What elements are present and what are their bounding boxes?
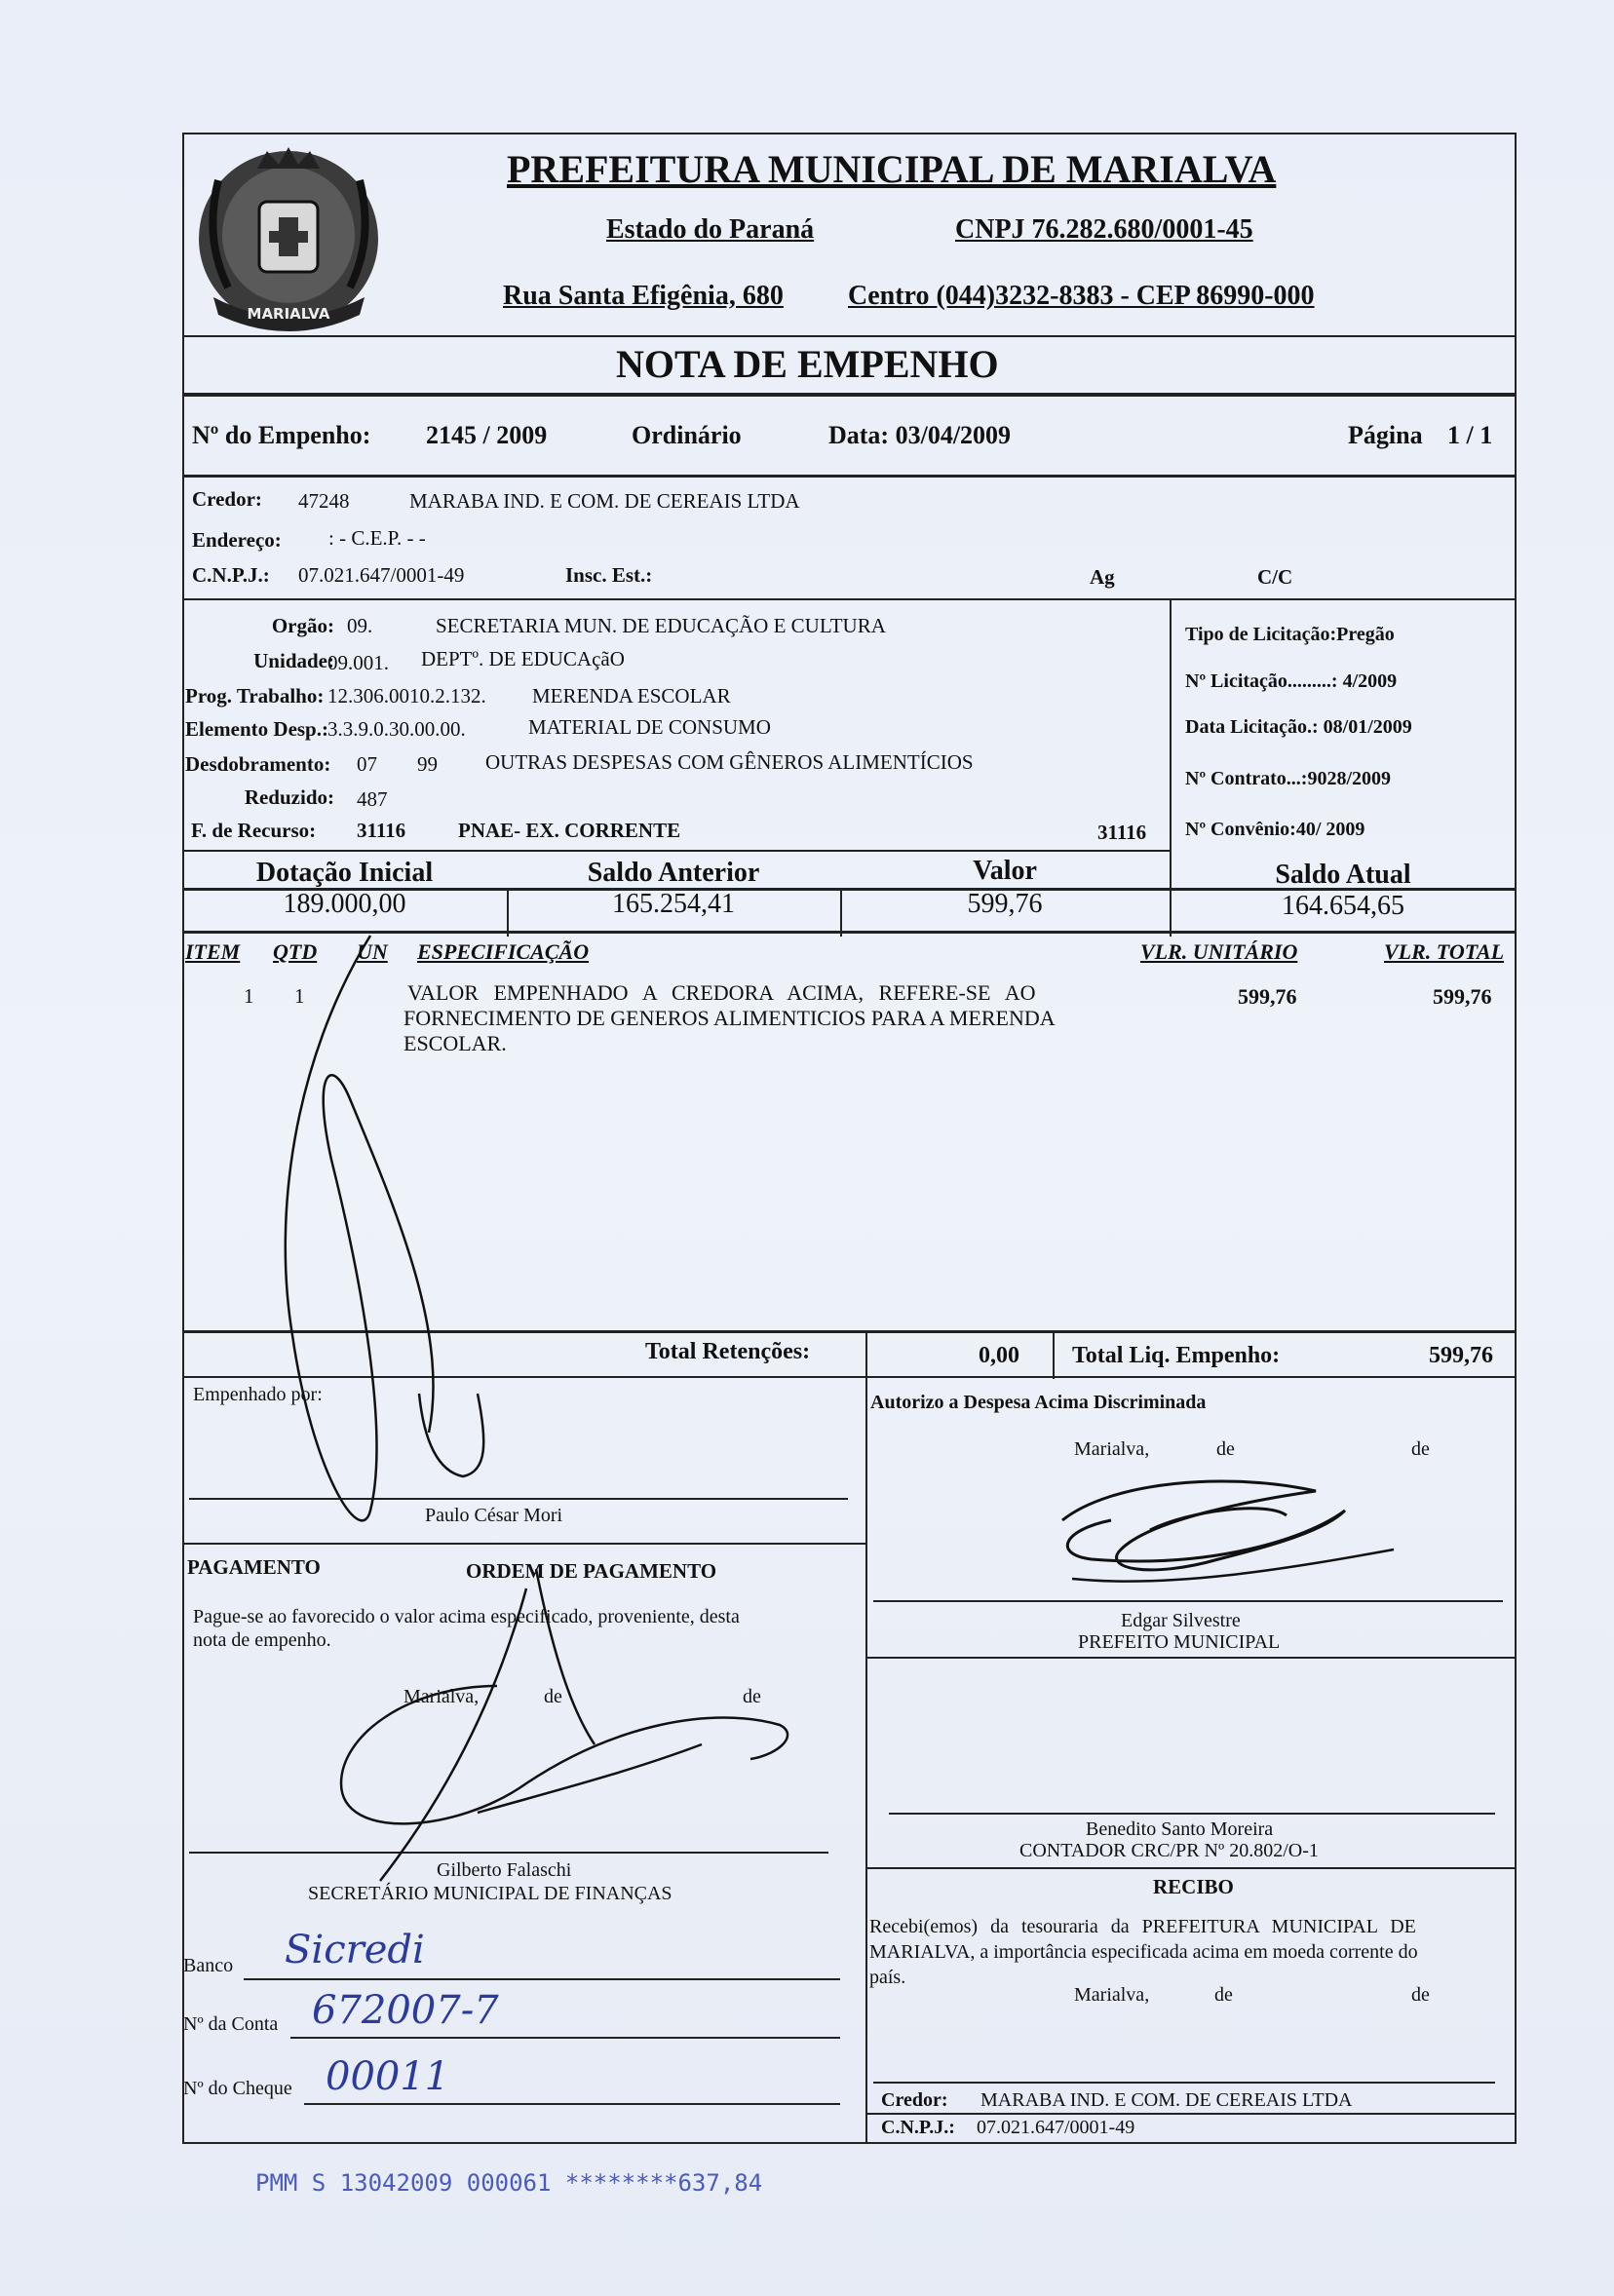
left-de-2: de (743, 1686, 761, 1707)
conta-line (290, 2037, 840, 2039)
address-label: Endereço: (192, 528, 282, 552)
valor-label: Valor (973, 856, 1037, 886)
contador-title: CONTADOR CRC/PR Nº 20.802/O-1 (1019, 1840, 1319, 1861)
empenhado-name: Paulo César Mori (425, 1505, 563, 1526)
licitacao-convenio: Nº Convênio:40/ 2009 (1185, 819, 1365, 840)
col-esp: ESPECIFICAÇÃO (417, 939, 590, 964)
cheque-label: Nº do Cheque (183, 2078, 292, 2099)
header-district: Centro (044)3232-8383 - CEP 86990-000 (848, 281, 1315, 311)
doc-title: NOTA DE EMPENHO (616, 342, 999, 386)
right-place: Marialva, (1074, 1438, 1150, 1460)
licitacao-tipo: Tipo de Licitação:Pregão (1185, 624, 1395, 645)
left-de-1: de (544, 1686, 562, 1707)
divider (865, 1330, 867, 1379)
divider (865, 1867, 1517, 1869)
desd-label: Desdobramento: (185, 752, 331, 776)
reduz-value: 487 (357, 787, 388, 811)
divider (865, 1376, 867, 2144)
recibo-credor-label: Credor: (881, 2089, 948, 2111)
right-de-2: de (1411, 1438, 1430, 1460)
divider (1053, 1330, 1055, 1379)
dotacao-value: 189.000,00 (283, 889, 406, 919)
saldo-atual-value: 164.654,65 (1282, 891, 1404, 921)
recibo-de-2: de (1411, 1984, 1430, 2006)
credor-name: MARABA IND. E COM. DE CEREAIS LTDA (409, 489, 800, 513)
divider (182, 393, 1517, 397)
licitacao-numero: Nº Licitação.........: 4/2009 (1185, 670, 1398, 692)
desd-desc: OUTRAS DESPESAS COM GÊNEROS ALIMENTÍCIOS (485, 750, 974, 774)
empenho-date: Data: 03/04/2009 (828, 421, 1012, 449)
header-street: Rua Santa Efigênia, 680 (503, 281, 784, 311)
divider (182, 598, 1517, 600)
item-number: 1 (244, 984, 254, 1008)
prefeito-title: PREFEITO MUNICIPAL (1078, 1631, 1281, 1653)
saldo-ant-value: 165.254,41 (612, 889, 735, 919)
divider (865, 2113, 1517, 2115)
retencoes-value: 0,00 (979, 1343, 1019, 1368)
insc-label: Insc. Est.: (565, 563, 653, 587)
payment-stamp: PMM S 13042009 000061 ********637,84 (255, 2169, 763, 2197)
elem-desc: MATERIAL DE CONSUMO (528, 715, 771, 739)
seal-text: MARIALVA (247, 305, 330, 323)
cheque-value: 00011 (326, 2054, 450, 2099)
reduz-label: Reduzido: (244, 785, 334, 809)
divider (1170, 598, 1172, 889)
valor-value: 599,76 (967, 889, 1043, 919)
page-label: Página (1348, 421, 1423, 449)
unidade-label: Unidade: (253, 649, 334, 672)
pague-line-2: nota de empenho. (193, 1629, 331, 1651)
desd-a: 07 (357, 752, 377, 776)
recibo-line-3: país. (869, 1967, 906, 1988)
banco-value: Sicredi (285, 1928, 425, 1972)
cheque-line (304, 2103, 840, 2105)
item-desc-2: FORNECIMENTO DE GENEROS ALIMENTICIOS PARA A MERENDA (404, 1006, 1056, 1030)
cnpj-label: C.N.P.J.: (192, 563, 270, 587)
empenho-label: Nº do Empenho: (192, 421, 371, 449)
recibo-label: RECIBO (1153, 1875, 1234, 1898)
col-total: VLR. TOTAL (1384, 939, 1505, 964)
orgao-label: Orgão: (271, 614, 334, 637)
credor-label: Credor: (192, 487, 262, 511)
recibo-de-1: de (1214, 1984, 1233, 2006)
unidade-desc: DEPTº. DE EDUCAçãO (421, 647, 625, 670)
signature-gilberto (302, 1550, 809, 1900)
sec-title: SECRETÁRIO MUNICIPAL DE FINANÇAS (308, 1883, 672, 1904)
header-state: Estado do Paraná (606, 214, 815, 245)
divider (182, 475, 1517, 478)
recurso-desc: PNAE- EX. CORRENTE (458, 819, 681, 842)
signature-line (873, 2082, 1495, 2084)
divider (182, 850, 1170, 852)
retencoes-label: Total Retenções: (645, 1339, 811, 1364)
signature-edgar (1033, 1462, 1413, 1608)
item-desc-1: VALOR EMPENHADO A CREDORA ACIMA, REFERE-SE AO (407, 980, 1036, 1005)
signature-line (889, 1813, 1495, 1815)
divider (182, 335, 1517, 337)
elem-code: 3.3.9.0.30.00.00. (327, 717, 466, 741)
licitacao-contrato: Nº Contrato...:9028/2009 (1185, 768, 1392, 789)
saldo-ant-label: Saldo Anterior (587, 858, 760, 888)
recurso-code2: 31116 (1097, 821, 1147, 844)
conta-value: 672007-7 (312, 1988, 499, 2033)
item-qtd: 1 (294, 984, 305, 1008)
recibo-cnpj-label: C.N.P.J.: (881, 2117, 955, 2138)
banco-line (244, 1978, 840, 1980)
unidade-code: 09.001. (327, 651, 389, 674)
elem-label: Elemento Desp.: (185, 717, 328, 741)
liq-value: 599,76 (1429, 1343, 1493, 1368)
empenho-kind: Ordinário (632, 421, 742, 449)
prog-label: Prog. Trabalho: (185, 684, 325, 708)
orgao-code: 09. (347, 614, 373, 637)
saldo-atual-label: Saldo Atual (1275, 860, 1411, 890)
licitacao-data: Data Licitação.: 08/01/2009 (1185, 716, 1412, 738)
municipal-seal-icon (189, 141, 389, 346)
item-desc-3: ESCOLAR. (404, 1031, 507, 1055)
col-qtd: QTD (273, 939, 318, 964)
recibo-place: Marialva, (1074, 1984, 1150, 2006)
left-place: Marialva, (404, 1686, 480, 1707)
ag-label: Ag (1090, 565, 1115, 589)
ordem-label: ORDEM DE PAGAMENTO (466, 1559, 717, 1583)
empenho-number: 2145 / 2009 (426, 421, 548, 449)
recibo-cnpj-value: 07.021.647/0001-49 (977, 2117, 1135, 2138)
col-unit: VLR. UNITÁRIO (1140, 939, 1298, 964)
signature-paulo (253, 926, 507, 1559)
conta-label: Nº da Conta (183, 2013, 279, 2035)
divider (865, 1657, 1517, 1659)
orgao-desc: SECRETARIA MUN. DE EDUCAÇÃO E CULTURA (436, 614, 886, 637)
page-value: 1 / 1 (1447, 421, 1493, 449)
item-total: 599,76 (1433, 984, 1492, 1009)
banco-label: Banco (183, 1955, 234, 1976)
autorizo-text: Autorizo a Despesa Acima Discriminada (870, 1392, 1207, 1413)
prefeito-name: Edgar Silvestre (1121, 1610, 1241, 1631)
pagamento-label: PAGAMENTO (187, 1555, 321, 1579)
recibo-line-2: MARIALVA, a importância especificada acima em moeda corrente do (869, 1941, 1418, 1963)
empenhado-label: Empenhado por: (193, 1384, 323, 1405)
recurso-code: 31116 (357, 819, 406, 842)
col-item: ITEM (185, 939, 241, 964)
item-unit: 599,76 (1238, 984, 1297, 1009)
sec-name: Gilberto Falaschi (437, 1859, 572, 1881)
dotacao-label: Dotação Inicial (255, 858, 434, 888)
prog-desc: MERENDA ESCOLAR (532, 684, 731, 708)
credor-code: 47248 (298, 489, 350, 513)
cc-label: C/C (1257, 565, 1293, 589)
prog-code: 12.306.0010.2.132. (327, 684, 486, 708)
desd-b: 99 (417, 752, 438, 776)
header-title: PREFEITURA MUNICIPAL DE MARIALVA (507, 147, 1277, 191)
liq-label: Total Liq. Empenho: (1072, 1343, 1281, 1368)
pague-line-1: Pague-se ao favorecido o valor acima especificado, proveniente, desta (193, 1606, 740, 1627)
recibo-line-1: Recebi(emos) da tesouraria da PREFEITURA MUNICIPAL DE (869, 1916, 1416, 1937)
contador-name: Benedito Santo Moreira (1086, 1818, 1274, 1840)
address-value: : - C.E.P. - - (328, 526, 426, 550)
right-de-1: de (1216, 1438, 1235, 1460)
header-cnpj: CNPJ 76.282.680/0001-45 (955, 214, 1253, 245)
col-un: UN (357, 939, 388, 964)
recurso-label: F. de Recurso: (191, 819, 317, 842)
recibo-credor-name: MARABA IND. E COM. DE CEREAIS LTDA (980, 2089, 1353, 2111)
cnpj-value: 07.021.647/0001-49 (298, 563, 465, 587)
